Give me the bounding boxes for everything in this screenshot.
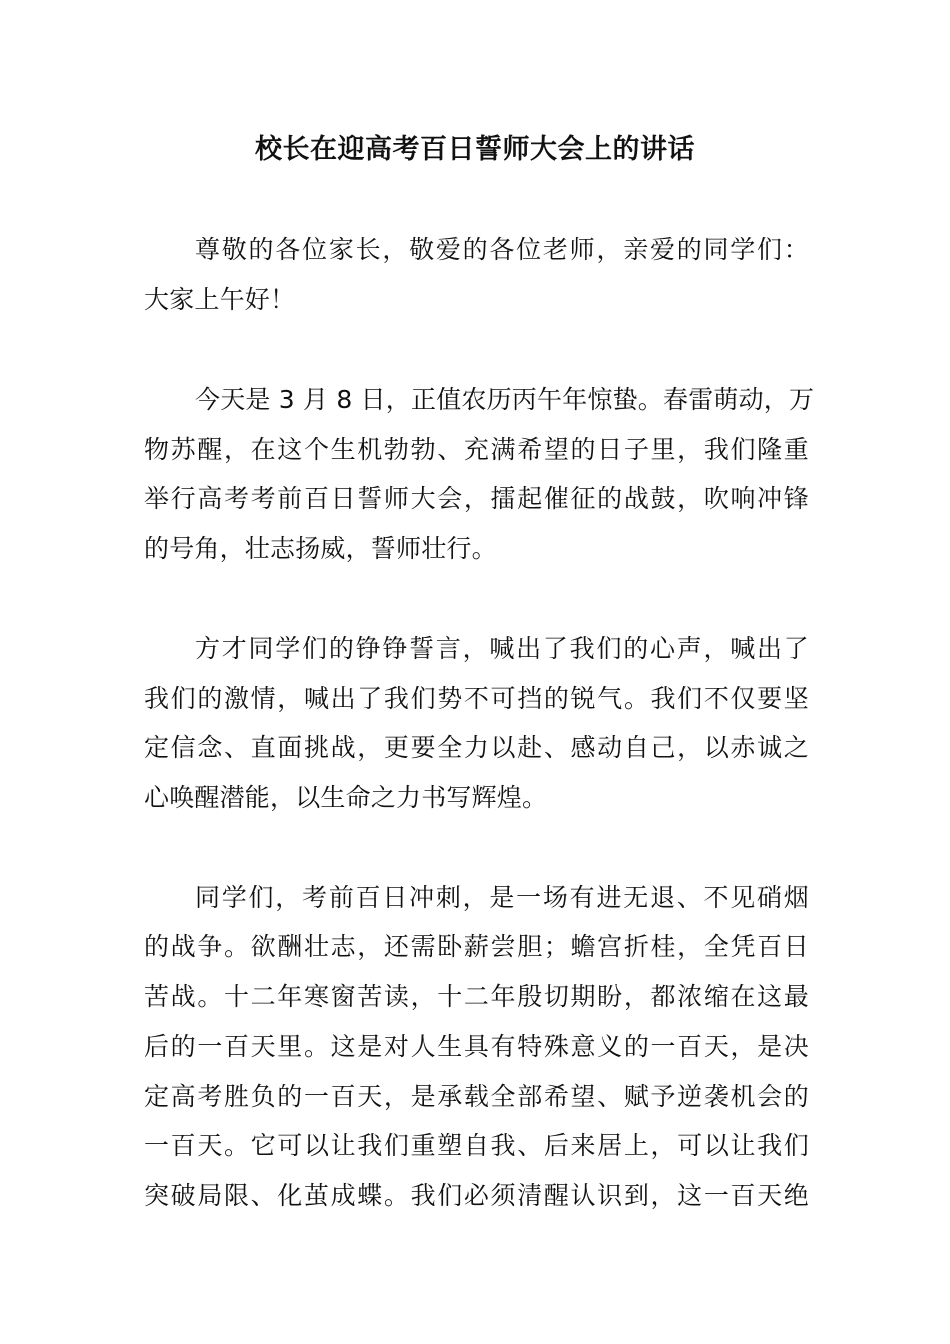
paragraph-3-line-3: 定信念、直面挑战，更要全力以赴、感动自己，以赤诚之 — [144, 733, 809, 762]
paragraph-4-line-6: 一百天。它可以让我们重塑自我、后来居上，可以让我们 — [144, 1131, 809, 1160]
paragraph-2-line-3: 举行高考考前百日誓师大会，擂起催征的战鼓，吹响冲锋 — [144, 484, 809, 513]
paragraph-2-line-2: 物苏醒，在这个生机勃勃、充满希望的日子里，我们隆重 — [144, 435, 809, 464]
paragraph-1-line-1: 尊敬的各位家长，敬爱的各位老师，亲爱的同学们： — [195, 235, 809, 264]
paragraph-2-line-4: 的号角，壮志扬威，誓师壮行。 — [144, 534, 497, 563]
paragraph-2-line-1: 今天是 3 月 8 日，正值农历丙午年惊蛰。春雷萌动，万 — [195, 385, 815, 414]
paragraph-4-line-5: 定高考胜负的一百天，是承载全部希望、赋予逆袭机会的 — [144, 1082, 809, 1111]
paragraph-3-line-1: 方才同学们的铮铮誓言，喊出了我们的心声，喊出了 — [195, 634, 809, 663]
paragraph-4-line-7: 突破局限、化茧成蝶。我们必须清醒认识到，这一百天绝 — [144, 1181, 809, 1210]
document-title: 校长在迎高考百日誓师大会上的讲话 — [255, 134, 695, 165]
paragraph-4-line-1: 同学们，考前百日冲刺，是一场有进无退、不见硝烟 — [195, 883, 809, 912]
paragraph-3-line-2: 我们的激情，喊出了我们势不可挡的锐气。我们不仅要坚 — [144, 684, 809, 713]
paragraph-1-line-2: 大家上午好！ — [144, 285, 296, 314]
paragraph-4-line-2: 的战争。欲酬壮志，还需卧薪尝胆；蟾宫折桂，全凭百日 — [144, 932, 809, 961]
paragraph-3-line-4: 心唤醒潜能，以生命之力书写辉煌。 — [144, 783, 548, 812]
paragraph-4-line-4: 后的一百天里。这是对人生具有特殊意义的一百天，是决 — [144, 1032, 809, 1061]
paragraph-4-line-3: 苦战。十二年寒窗苦读，十二年殷切期盼，都浓缩在这最 — [144, 982, 809, 1011]
